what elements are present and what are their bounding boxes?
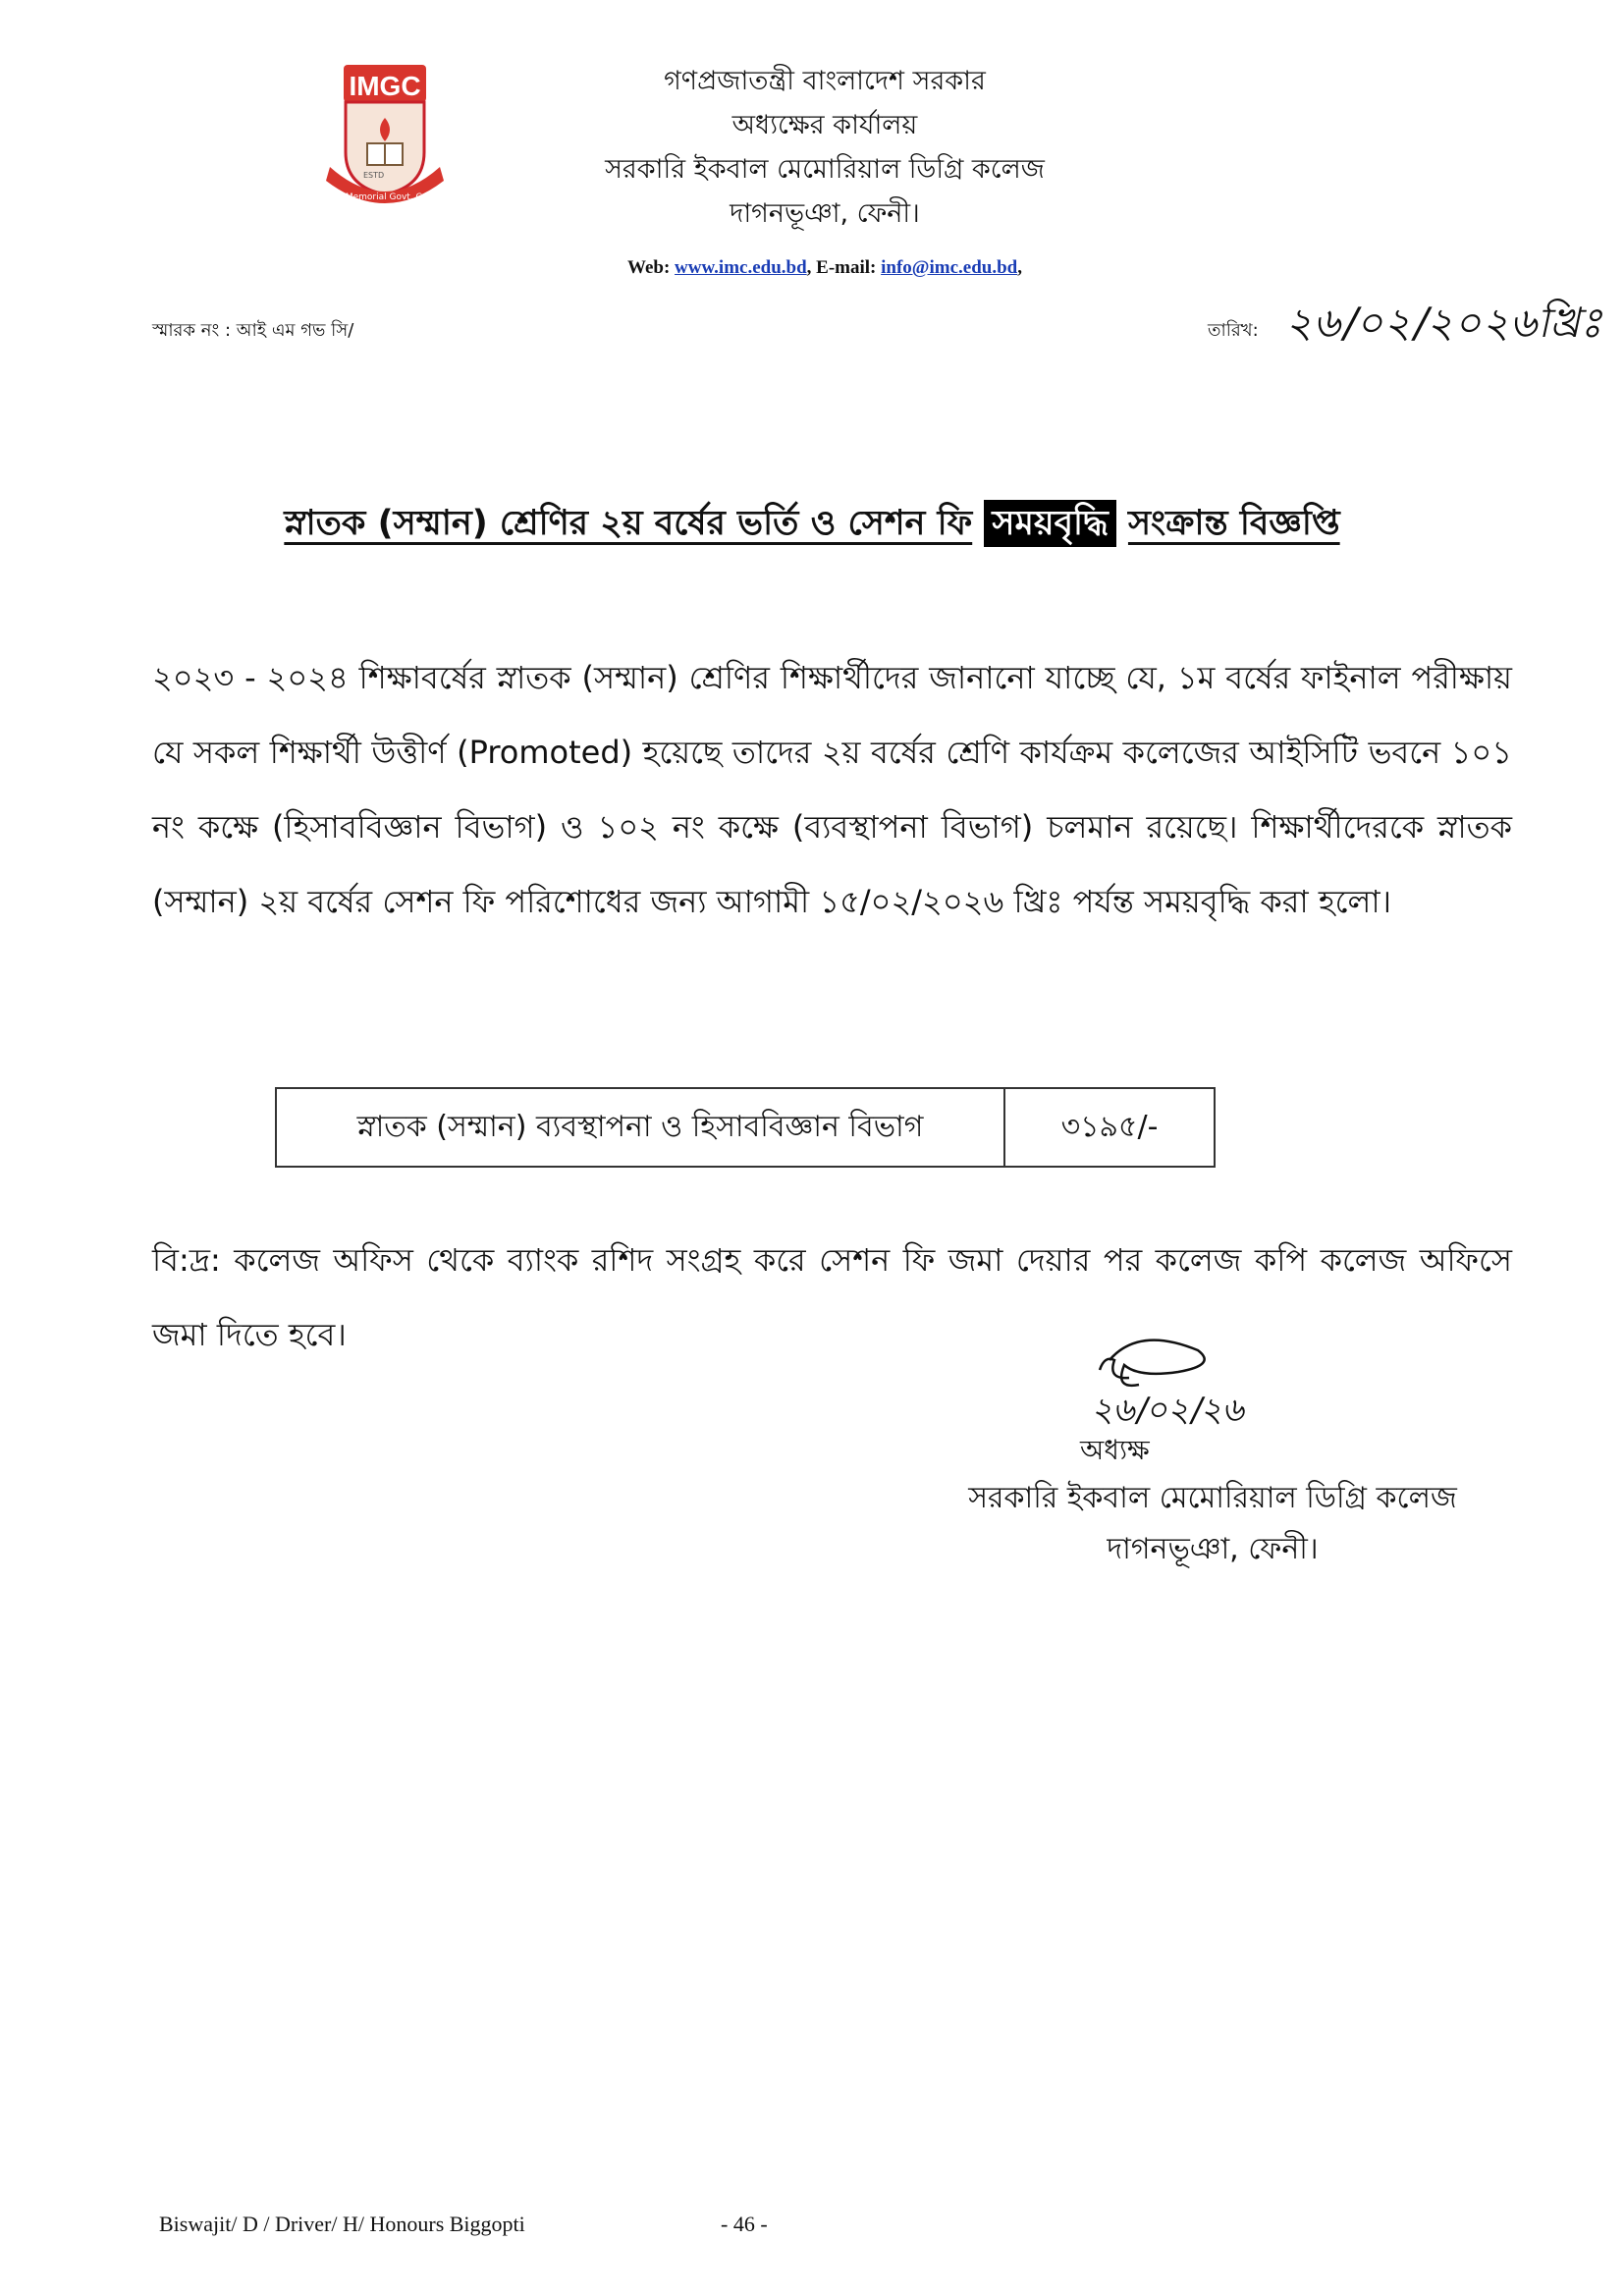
- email-link[interactable]: info@imc.edu.bd: [881, 257, 1018, 278]
- signature-date: ২৬/০২/২৬: [1090, 1391, 1250, 1430]
- signature-college-name: সরকারি ইকবাল মেমোরিয়াল ডিগ্রি কলেজ: [968, 1481, 1457, 1515]
- college-logo: [316, 59, 454, 212]
- title-part-2: সংক্রান্ত বিজ্ঞপ্তি: [1127, 504, 1340, 543]
- fee-amount: ৩১৯৫/-: [1060, 1109, 1159, 1144]
- page-number: - 46 -: [721, 2212, 768, 2236]
- college-name: সরকারি ইকবাল মেমোরিয়াল ডিগ্রি কলেজ: [605, 154, 1045, 185]
- contact-trail: ,: [1017, 257, 1022, 278]
- college-location: দাগনভূঞা, ফেনী।: [730, 198, 920, 229]
- title-highlight: সময়বৃদ্ধি: [984, 500, 1115, 547]
- notice-title: [157, 496, 1467, 554]
- handwritten-date: ২৬/০২/২০২৬খ্রিঃ: [1283, 299, 1612, 347]
- signature-college: [864, 1473, 1561, 1575]
- fee-table: [275, 1087, 1216, 1168]
- principal-signature: [1070, 1331, 1326, 1439]
- signature-college-place: দাগনভূঞা, ফেনী।: [1107, 1532, 1319, 1566]
- principal-title: অধ্যক্ষ: [1080, 1434, 1150, 1466]
- email-label: , E-mail:: [806, 257, 882, 278]
- logo-seal-text: Iqbal Memorial Govt. College: [320, 192, 450, 202]
- notice-body: ২০২৩ - ২০২৪ শিক্ষাবর্ষের স্নাতক (সম্মান) শ্রেণির শিক্ষার্থীদের জানানো যাচ্ছে যে, ১ম বর্ষের ফাইনাল পরীক্ষায় যে সকল শিক্ষার্থী উত্তীর্ণ (Promoted) হয়েছে তাদের ২য় বর্ষের শ্রেণি কার্যক্রম কলেজের আইসিটি ভবনে ১০১ নং কক্ষে (হিসাববিজ্ঞান বিভাগ) ও ১০২ নং কক্ষে (ব্যবস্থাপনা বিভাগ) চলমান রয়েছে। শিক্ষার্থীদেরকে স্নাতক (সম্মান) ২য় বর্ষের সেশন ফি পরিশোধের জন্য আগামী ১৫/০২/২০২৬ খ্রিঃ পর্যন্ত সময়বৃদ্ধি করা হলো।: [152, 659, 1512, 920]
- date-label: তারিখ:: [1208, 320, 1259, 341]
- logo-estd: ESTD: [363, 171, 385, 180]
- fee-department: স্নাতক (সম্মান) ব্যবস্থাপনা ও হিসাববিজ্ঞান বিভাগ: [277, 1089, 1005, 1166]
- logo-text: IMGC: [349, 71, 421, 101]
- notice-note: বি:দ্র: কলেজ অফিস থেকে ব্যাংক রশিদ সংগ্রহ করে সেশন ফি জমা দেয়ার পর কলেজ কপি কলেজ অফিসে জমা দিতে হবে।: [152, 1241, 1512, 1353]
- govt-name: গণপ্রজাতন্ত্রী বাংলাদেশ সরকার: [664, 66, 986, 96]
- web-label: Web:: [627, 257, 676, 278]
- contact-line: [530, 257, 1119, 279]
- website-link[interactable]: www.imc.edu.bd: [675, 257, 807, 278]
- footer-reference: Biswajit/ D / Driver/ H/ Honours Biggopti: [159, 2212, 525, 2236]
- office-name: অধ্যক্ষের কার্যালয়: [731, 110, 918, 140]
- memo-number: স্মারক নং : আই এম গভ সি/: [152, 320, 354, 341]
- title-part-1: স্নাতক (সম্মান) শ্রেণির ২য় বর্ষের ভর্তি ও সেশন ফি: [284, 504, 973, 543]
- letterhead: [530, 59, 1119, 236]
